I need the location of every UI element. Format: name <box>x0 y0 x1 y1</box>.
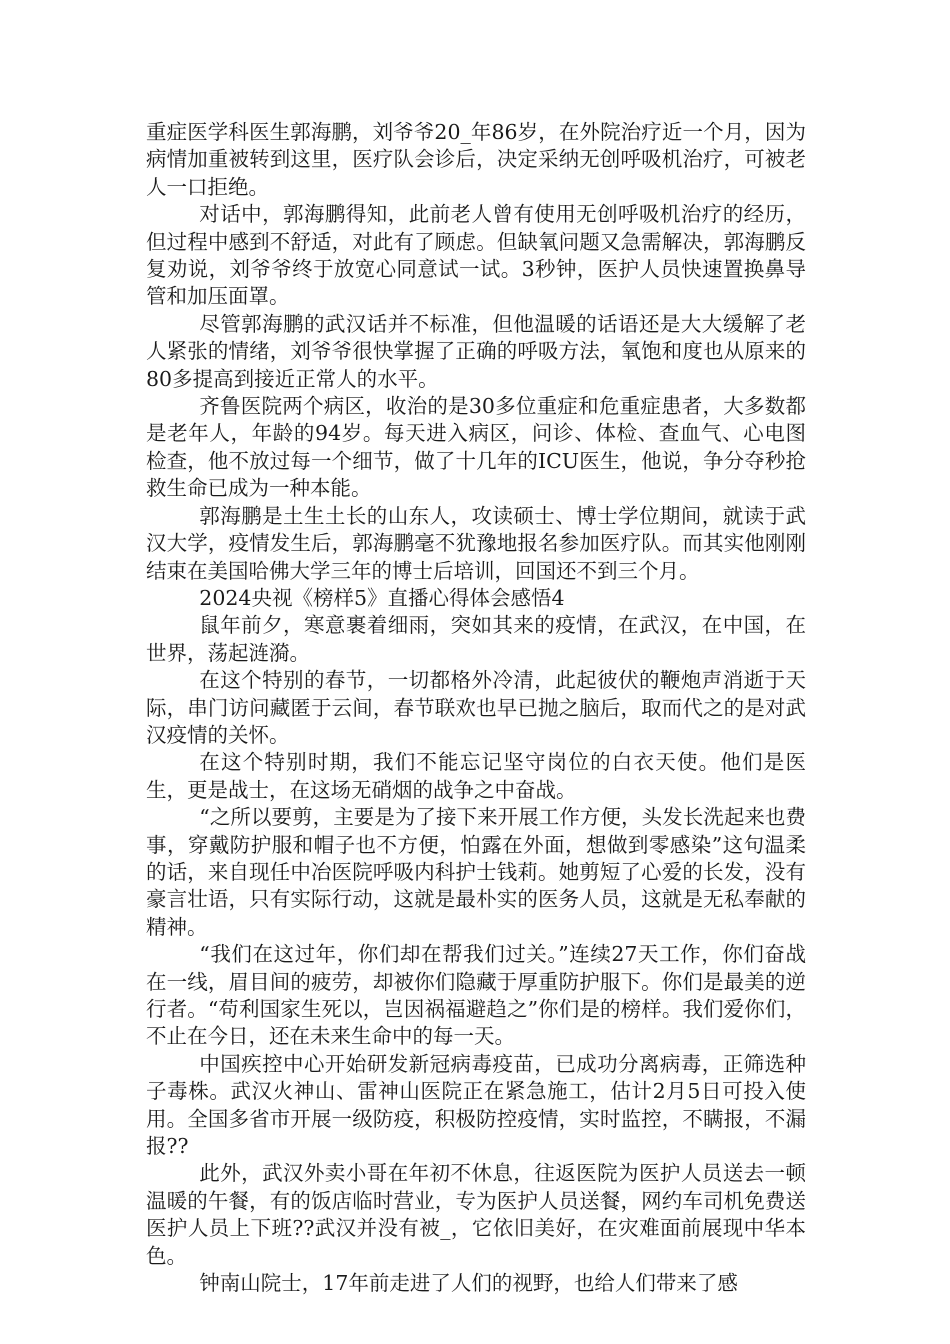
section-heading: 2024央视《榜样5》直播心得体会感悟4 <box>199 585 565 610</box>
paragraph: “之所以要剪，主要是为了接下来开展工作方便，头发长洗起来也费事，穿戴防护服和帽子也不方便，怕露在外面，想做到零感染”这句温柔的话，来自现任中冶医院呼吸内科护士钱莉。她剪短了心爱的长发，没有豪言壮语，只有实际行动，这就是最朴实的医务人员，这就是无私奉献的精神。 <box>146 805 806 939</box>
paragraph: 尽管郭海鹏的武汉话并不标准，但他温暖的话语还是大大缓解了老人紧张的情绪，刘爷爷很快掌握了正确的呼吸方法，氧饱和度也从原来的80多提高到接近正常人的水平。 <box>146 311 806 391</box>
paragraph: 此外，武汉外卖小哥在年初不休息，往返医院为医护人员送去一顿温暖的午餐，有的饭店临时营业，专为医护人员送餐，网约车司机免费送医护人员上下班??武汉并没有被_，它依旧美好，在灾难面前展现中华本色。 <box>146 1161 806 1268</box>
paragraph: 中国疾控中心开始研发新冠病毒疫苗，已成功分离病毒，正筛选种子毒株。武汉火神山、雷神山医院正在紧急施工，估计2月5日可投入使用。全国多省市开展一级防疫，积极防控疫情，实时监控，不瞒报，不漏报?? <box>146 1051 806 1159</box>
paragraph: 重症医学科医生郭海鹏，刘爷爷20_年86岁，在外院治疗近一个月，因为病情加重被转到这里，医疗队会诊后，决定采纳无创呼吸机治疗，可被老人一口拒绝。 <box>146 120 806 199</box>
document-body <box>146 119 806 1297</box>
paragraph: 钟南山院士，17年前走进了人们的视野，也给人们带来了感 <box>199 1271 738 1296</box>
paragraph: 在这个特别的春节，一切都格外冷清，此起彼伏的鞭炮声消逝于天际，串门访问藏匿于云间，春节联欢也早已抛之脑后，取而代之的是对武汉疫情的关怀。 <box>146 668 806 747</box>
paragraph: “我们在这过年，你们却在帮我们过关。”连续27天工作，你们奋战在一线，眉目间的疲劳，却被你们隐藏于厚重防护服下。你们是最美的逆行者。“苟利国家生死以，岂因祸福避趋之”你们是的榜样。我们爱你们，不止在今日，还在未来生命中的每一天。 <box>146 942 806 1049</box>
paragraph: 郭海鹏是土生土长的山东人，攻读硕士、博士学位期间，就读于武汉大学，疫情发生后，郭海鹏毫不犹豫地报名参加医疗队。而其实他刚刚结束在美国哈佛大学三年的博士后培训，回国还不到三个月。 <box>146 503 806 583</box>
paragraph: 对话中，郭海鹏得知，此前老人曾有使用无创呼吸机治疗的经历，但过程中感到不舒适，对此有了顾虑。但缺氧问题又急需解决，郭海鹏反复劝说，刘爷爷终于放宽心同意试一试。3秒钟，医护人员快速置换鼻导管和加压面罩。 <box>146 202 806 309</box>
paragraph: 在这个特别时期，我们不能忘记坚守岗位的白衣天使。他们是医生，更是战士，在这场无硝烟的战争之中奋战。 <box>146 750 806 802</box>
paragraph: 齐鲁医院两个病区，收治的是30多位重症和危重症患者，大多数都是老年人，年龄的94岁。每天进入病区，问诊、体检、查血气、心电图检查，他不放过每一个细节，做了十几年的ICU医生，他说，争分夺秒抢救生命已成为一种本能。 <box>146 394 806 501</box>
paragraph: 鼠年前夕，寒意裹着细雨，突如其来的疫情，在武汉，在中国，在世界，荡起涟漪。 <box>146 613 806 665</box>
